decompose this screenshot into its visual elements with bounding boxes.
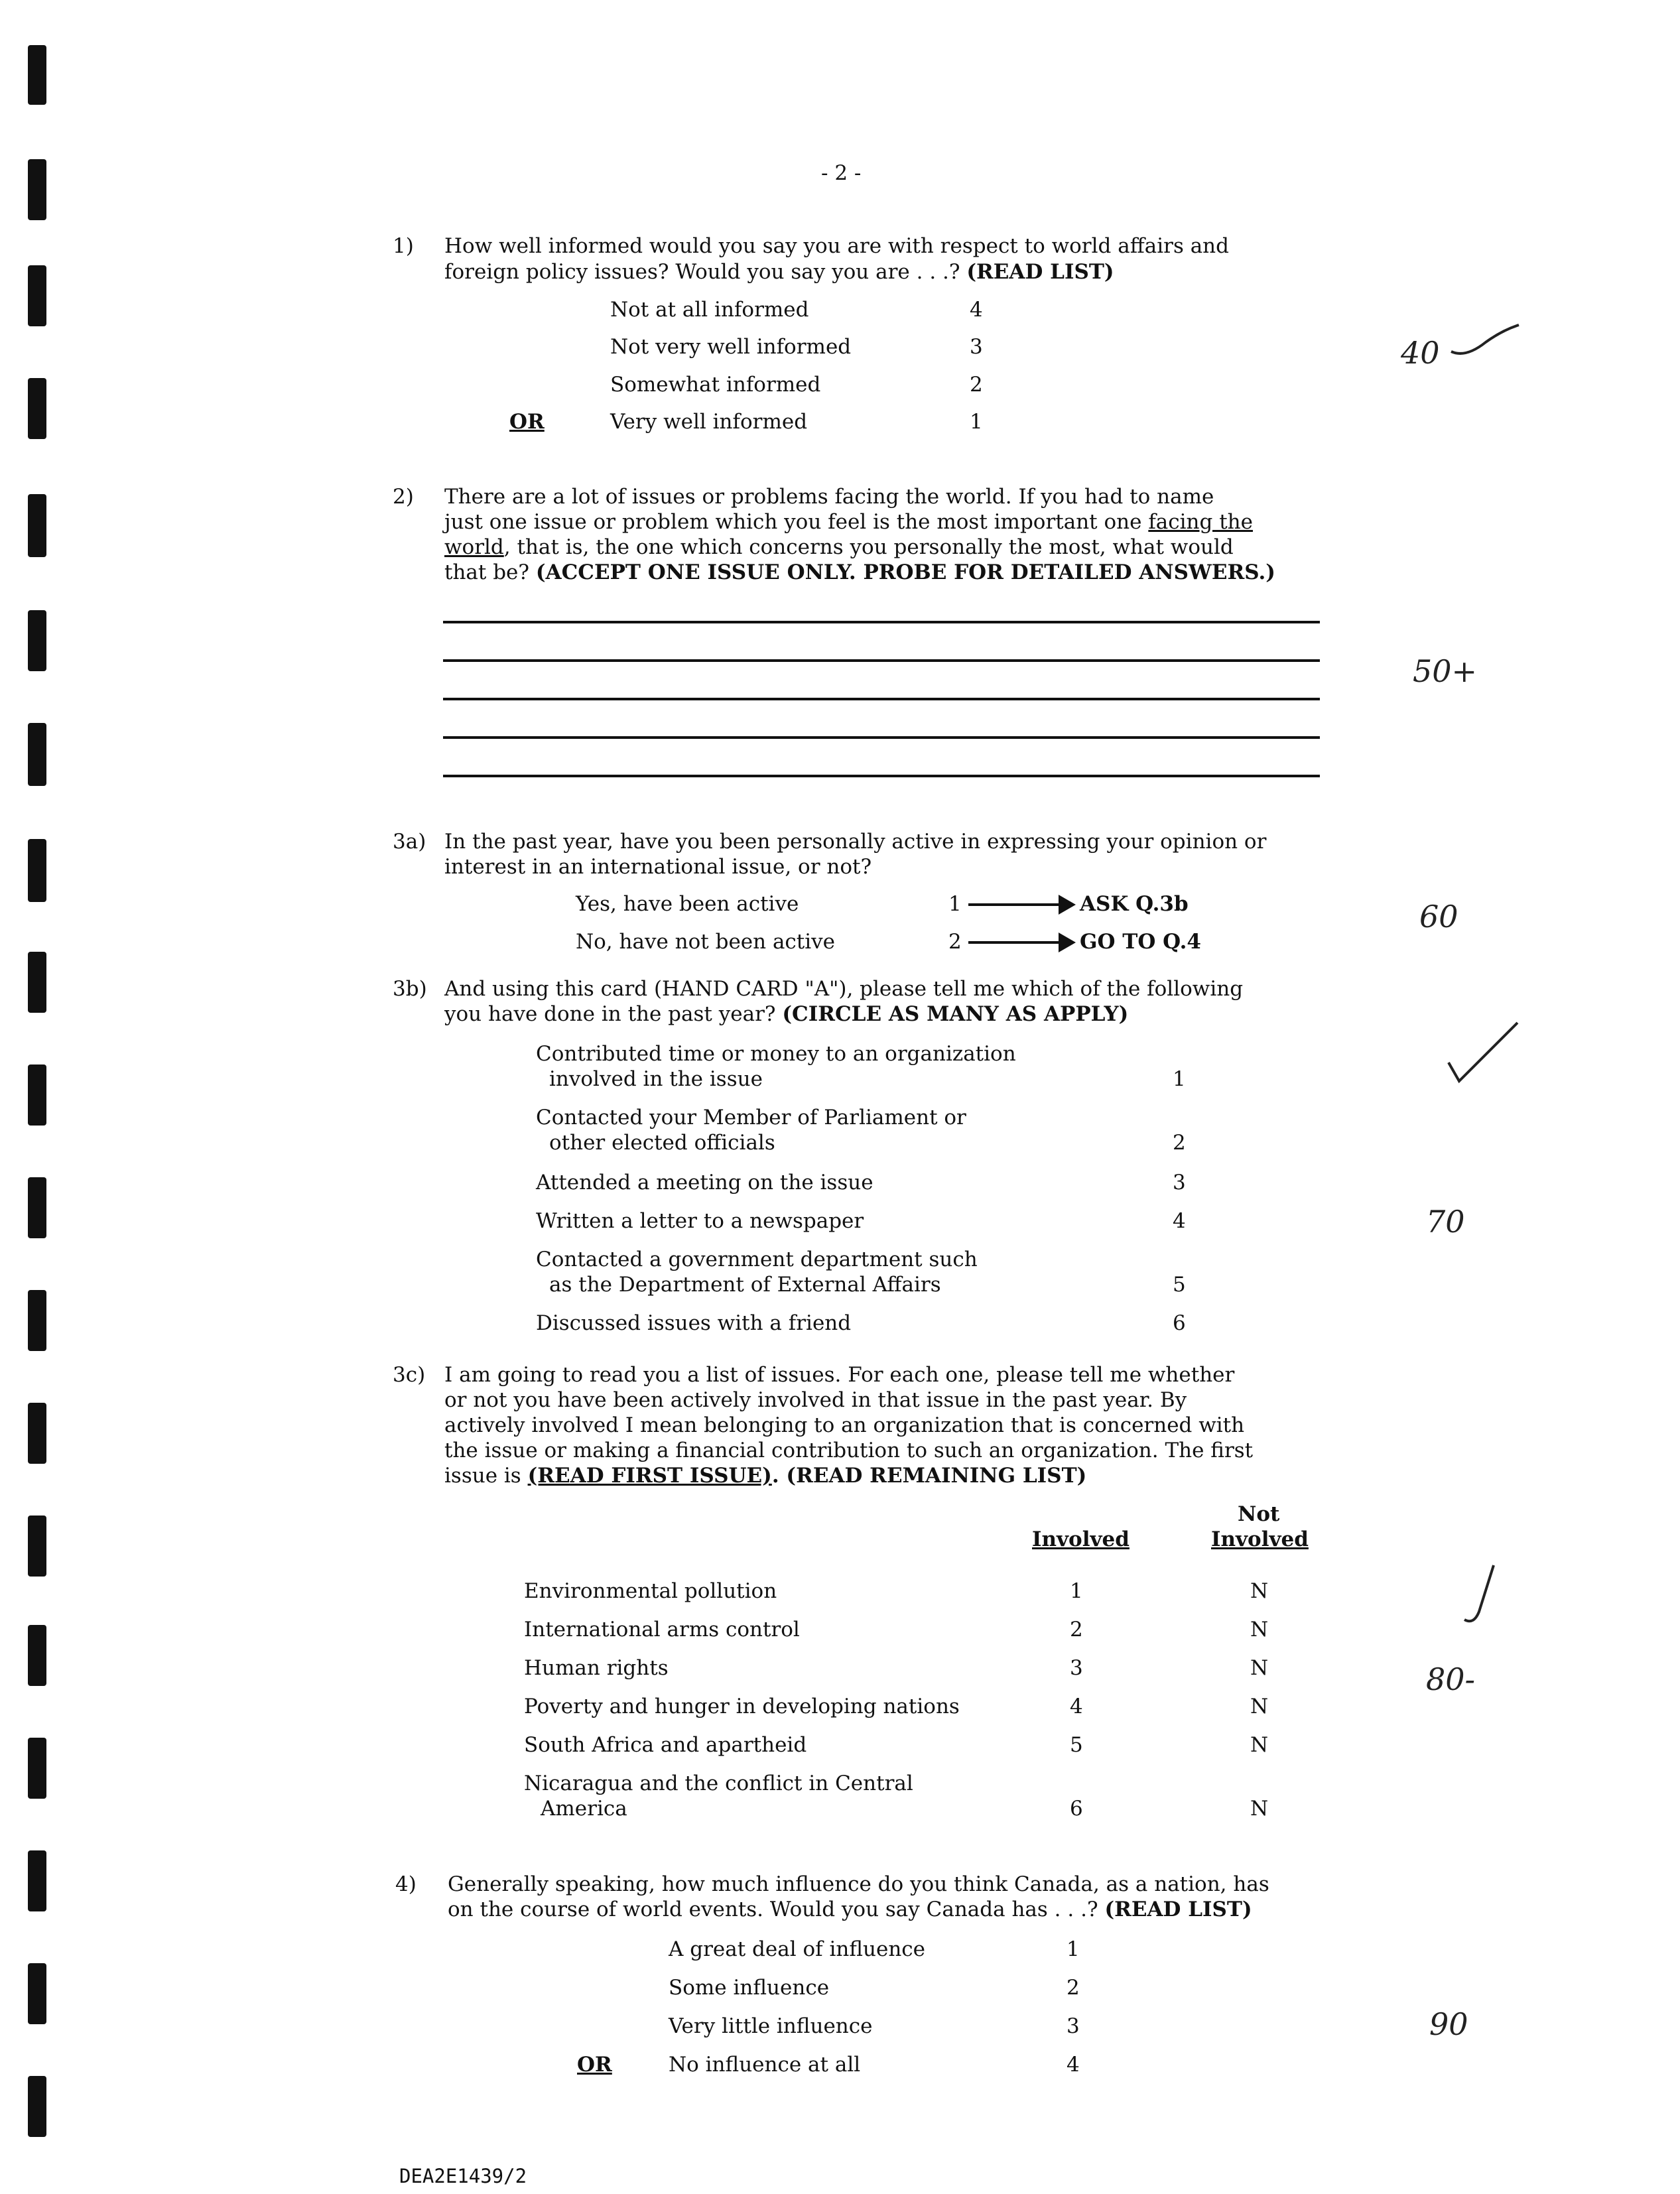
question-text: actively involved I mean belonging to an organization that is concerned with	[444, 1413, 1245, 1437]
answer-code[interactable]: 1	[1066, 1937, 1080, 1961]
question-number: 4)	[395, 1872, 417, 1896]
column-header-not-involved: Involved	[1211, 1527, 1309, 1551]
instruction: (READ LIST)	[1104, 1898, 1252, 1921]
checkmark-icon	[1453, 1559, 1512, 1632]
binding-mark	[28, 1065, 46, 1126]
margin-note: 40	[1401, 335, 1440, 371]
question-number: 2)	[393, 485, 414, 509]
instruction: . (READ REMAINING LIST)	[771, 1464, 1087, 1488]
answer-label: Somewhat informed	[610, 373, 821, 397]
question-number: 3c)	[393, 1363, 426, 1387]
answer-label: Some influence	[669, 1976, 830, 2000]
binding-mark	[28, 159, 46, 220]
answer-code[interactable]: 5	[1173, 1273, 1186, 1297]
binding-mark	[28, 1516, 46, 1577]
instruction: (ACCEPT ONE ISSUE ONLY. PROBE FOR DETAILED ANSWERS.)	[535, 560, 1275, 584]
answer-code[interactable]: 3	[1173, 1171, 1186, 1194]
answer-line[interactable]	[443, 621, 1320, 623]
involved-code[interactable]: 1	[1070, 1579, 1083, 1603]
answer-label: Contacted a government department such	[536, 1248, 978, 1271]
not-involved-code[interactable]: N	[1250, 1695, 1269, 1718]
question-text: In the past year, have you been personally active in expressing your opinion or	[444, 830, 1267, 854]
question-text-part: on the course of world events. Would you say Canada has . . .?	[448, 1898, 1105, 1921]
binding-mark	[28, 378, 46, 439]
answer-label: Contributed time or money to an organization	[536, 1042, 1016, 1066]
question-text	[444, 535, 1234, 560]
answer-label: Not at all informed	[610, 298, 809, 322]
answer-line[interactable]	[443, 775, 1320, 777]
instruction: (CIRCLE AS MANY AS APPLY)	[782, 1002, 1129, 1026]
binding-mark	[28, 1177, 46, 1238]
answer-label: Yes, have been active	[576, 892, 799, 916]
arrow-icon	[968, 903, 1061, 906]
binding-mark	[28, 1738, 46, 1799]
checkmark-icon	[1446, 318, 1525, 365]
binding-mark	[28, 610, 46, 671]
involved-code[interactable]: 6	[1070, 1797, 1083, 1821]
answer-label: Very little influence	[669, 2014, 873, 2038]
question-text	[444, 509, 1253, 535]
binding-mark	[28, 1963, 46, 2024]
instruction: (READ LIST)	[966, 260, 1114, 284]
margin-note: 80-	[1426, 1661, 1476, 1697]
binding-mark	[28, 1403, 46, 1464]
answer-label: No influence at all	[669, 2053, 861, 2077]
not-involved-code[interactable]: N	[1250, 1579, 1269, 1603]
binding-mark	[28, 952, 46, 1013]
skip-instruction: ASK Q.3b	[1080, 892, 1189, 916]
column-header-involved: Involved	[1032, 1527, 1130, 1551]
involved-code[interactable]: 2	[1070, 1618, 1083, 1642]
margin-note: 70	[1426, 1204, 1465, 1240]
page-number: - 2 -	[821, 161, 862, 185]
issue-label: Nicaragua and the conflict in Central	[524, 1772, 913, 1795]
answer-label: No, have not been active	[576, 930, 836, 954]
binding-mark	[28, 1850, 46, 1911]
answer-label: Very well informed	[610, 410, 808, 434]
answer-code[interactable]: 2	[970, 373, 983, 397]
involved-code[interactable]: 5	[1070, 1733, 1083, 1757]
answer-label: involved in the issue	[549, 1067, 763, 1091]
question-text-part: you have done in the past year?	[444, 1002, 783, 1026]
question-text	[444, 259, 1114, 285]
question-text: Generally speaking, how much influence do you think Canada, as a nation, has	[448, 1872, 1269, 1896]
margin-note: 60	[1419, 899, 1458, 935]
question-text-part: just one issue or problem which you feel is the most important one	[444, 510, 1149, 534]
question-text	[448, 1897, 1252, 1923]
not-involved-code[interactable]: N	[1250, 1797, 1269, 1821]
question-text-part: issue is	[444, 1464, 528, 1488]
answer-code[interactable]: 2	[1173, 1131, 1186, 1155]
binding-mark	[28, 839, 46, 902]
column-header-not: Not	[1238, 1502, 1280, 1526]
answer-code[interactable]: 1	[1173, 1067, 1186, 1091]
question-text-emphasis: facing the	[1148, 510, 1253, 534]
question-text-part: , that is, the one which concerns you personally the most, what would	[503, 535, 1234, 559]
question-text: How well informed would you say you are with respect to world affairs and	[444, 234, 1229, 258]
skip-instruction: GO TO Q.4	[1080, 930, 1201, 954]
answer-code[interactable]: 4	[1173, 1209, 1186, 1233]
involved-code[interactable]: 4	[1070, 1695, 1083, 1718]
answer-label: A great deal of influence	[669, 1937, 926, 1961]
answer-label: Not very well informed	[610, 335, 852, 359]
binding-mark	[28, 1625, 46, 1686]
binding-mark	[28, 45, 46, 105]
binding-mark	[28, 265, 46, 326]
answer-line[interactable]	[443, 736, 1320, 739]
binding-mark	[28, 494, 46, 557]
answer-label: as the Department of External Affairs	[549, 1273, 941, 1297]
answer-code[interactable]: 4	[1066, 2053, 1080, 2077]
answer-code[interactable]: 1	[970, 410, 983, 434]
checkmark-icon	[1439, 1015, 1525, 1094]
issue-label: America	[541, 1797, 627, 1821]
answer-label: Contacted your Member of Parliament or	[536, 1106, 966, 1129]
binding-mark	[28, 1290, 46, 1351]
question-text-emphasis: world	[444, 535, 504, 559]
answer-label: Written a letter to a newspaper	[536, 1209, 864, 1233]
not-involved-code[interactable]: N	[1250, 1733, 1269, 1757]
question-text: or not you have been actively involved in that issue in the past year. By	[444, 1388, 1187, 1412]
or-label: OR	[577, 2053, 612, 2077]
question-text	[444, 1463, 1086, 1489]
arrow-icon	[968, 941, 1061, 944]
question-text	[444, 1001, 1128, 1027]
question-text	[444, 560, 1275, 586]
answer-line[interactable]	[443, 698, 1320, 700]
involved-code[interactable]: 3	[1070, 1656, 1083, 1680]
answer-code[interactable]: 3	[1066, 2014, 1080, 2038]
question-text: interest in an international issue, or not?	[444, 855, 872, 879]
question-text-part: foreign policy issues? Would you say you are . . .?	[444, 260, 967, 284]
answer-code[interactable]: 6	[1173, 1311, 1186, 1335]
answer-line[interactable]	[443, 659, 1320, 662]
instruction: (READ FIRST ISSUE)	[527, 1464, 772, 1488]
not-involved-code[interactable]: N	[1250, 1618, 1269, 1642]
question-text: I am going to read you a list of issues. For each one, please tell me whether	[444, 1363, 1235, 1387]
not-involved-code[interactable]: N	[1250, 1656, 1269, 1680]
or-label: OR	[509, 410, 545, 434]
issue-label: Human rights	[524, 1656, 669, 1680]
answer-code[interactable]: 4	[970, 298, 983, 322]
question-text: And using this card (HAND CARD "A"), please tell me which of the following	[444, 977, 1244, 1001]
question-text: There are a lot of issues or problems facing the world. If you had to name	[444, 485, 1214, 509]
binding-mark	[28, 2076, 46, 2137]
answer-code[interactable]: 2	[948, 930, 962, 954]
answer-label: other elected officials	[549, 1131, 775, 1155]
document-id: DEA2E1439/2	[399, 2165, 527, 2187]
question-number: 1)	[393, 234, 414, 258]
margin-note: 50+	[1413, 653, 1478, 689]
answer-label: Discussed issues with a friend	[536, 1311, 852, 1335]
answer-code[interactable]: 1	[948, 892, 962, 916]
issue-label: Poverty and hunger in developing nations	[524, 1695, 960, 1718]
answer-code[interactable]: 3	[970, 335, 983, 359]
margin-note: 90	[1429, 2006, 1468, 2042]
answer-code[interactable]: 2	[1066, 1976, 1080, 2000]
question-text: the issue or making a financial contribution to such an organization. The first	[444, 1439, 1254, 1462]
issue-label: Environmental pollution	[524, 1579, 777, 1603]
question-text-part: that be?	[444, 560, 536, 584]
issue-label: South Africa and apartheid	[524, 1733, 807, 1757]
question-number: 3a)	[393, 830, 426, 854]
issue-label: International arms control	[524, 1618, 800, 1642]
binding-mark	[28, 723, 46, 786]
answer-label: Attended a meeting on the issue	[536, 1171, 873, 1194]
question-number: 3b)	[393, 977, 427, 1001]
